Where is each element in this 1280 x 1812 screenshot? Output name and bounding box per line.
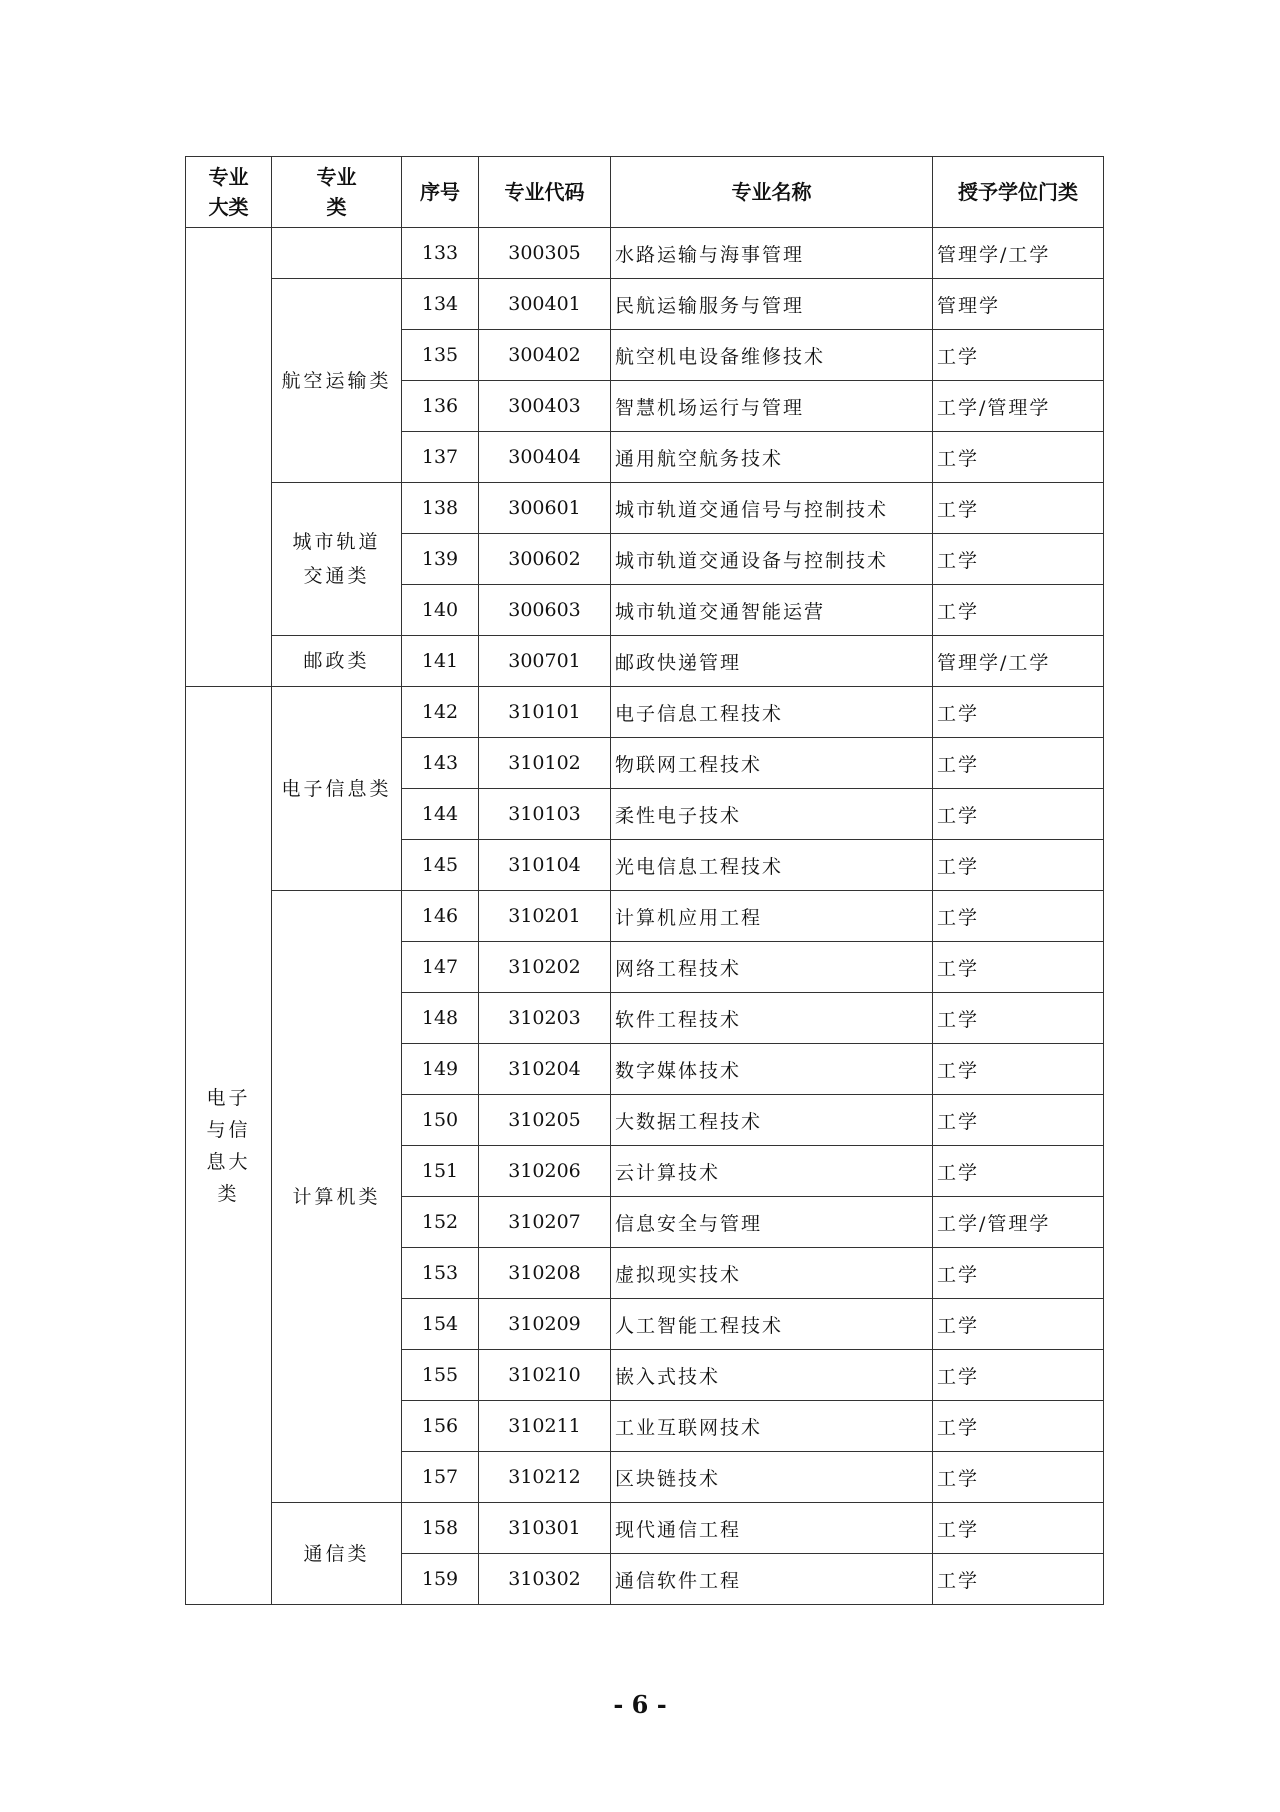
code-cell: 310209 xyxy=(479,1299,611,1350)
page-number: - 6 - xyxy=(613,1690,667,1719)
seq-cell: 140 xyxy=(402,585,479,636)
seq-cell: 134 xyxy=(402,279,479,330)
table-row xyxy=(186,636,1104,687)
major-name-cell: 城市轨道交通设备与控制技术 xyxy=(611,534,933,585)
code-cell: 300404 xyxy=(479,432,611,483)
degree-cell: 工学 xyxy=(933,330,1104,381)
major-name-cell: 城市轨道交通智能运营 xyxy=(611,585,933,636)
degree-cell: 工学 xyxy=(933,1095,1104,1146)
seq-cell: 137 xyxy=(402,432,479,483)
category-cell xyxy=(272,1503,402,1605)
seq-cell: 141 xyxy=(402,636,479,687)
header-category: 专业类 xyxy=(272,157,402,228)
degree-cell: 工学 xyxy=(933,1248,1104,1299)
major-name-cell: 网络工程技术 xyxy=(611,942,933,993)
code-cell: 310104 xyxy=(479,840,611,891)
degree-cell: 工学 xyxy=(933,1146,1104,1197)
code-cell: 310101 xyxy=(479,687,611,738)
degree-cell: 工学 xyxy=(933,891,1104,942)
big-category-label: 电子与信息大类 xyxy=(206,1086,251,1205)
major-name-cell: 水路运输与海事管理 xyxy=(611,228,933,279)
degree-cell: 工学 xyxy=(933,1350,1104,1401)
table-row xyxy=(186,483,1104,534)
category-label: 城市轨道交通类 xyxy=(292,531,381,587)
degree-cell: 工学 xyxy=(933,585,1104,636)
seq-cell: 149 xyxy=(402,1044,479,1095)
code-cell: 300602 xyxy=(479,534,611,585)
header-seq: 序号 xyxy=(402,157,479,228)
major-name-cell: 计算机应用工程 xyxy=(611,891,933,942)
major-name-cell: 光电信息工程技术 xyxy=(611,840,933,891)
table-row xyxy=(186,228,1104,279)
degree-cell: 工学 xyxy=(933,1503,1104,1554)
major-name-cell: 电子信息工程技术 xyxy=(611,687,933,738)
code-cell: 310212 xyxy=(479,1452,611,1503)
major-name-cell: 物联网工程技术 xyxy=(611,738,933,789)
major-name-cell: 软件工程技术 xyxy=(611,993,933,1044)
table-row xyxy=(186,279,1104,330)
seq-cell: 145 xyxy=(402,840,479,891)
seq-cell: 139 xyxy=(402,534,479,585)
majors-table xyxy=(185,156,1104,1605)
degree-cell: 工学 xyxy=(933,1554,1104,1605)
degree-cell: 工学 xyxy=(933,483,1104,534)
category-cell xyxy=(272,279,402,483)
code-cell: 310103 xyxy=(479,789,611,840)
code-cell: 300403 xyxy=(479,381,611,432)
seq-cell: 136 xyxy=(402,381,479,432)
code-cell: 300601 xyxy=(479,483,611,534)
seq-cell: 135 xyxy=(402,330,479,381)
category-cell xyxy=(272,687,402,891)
seq-cell: 150 xyxy=(402,1095,479,1146)
seq-cell: 151 xyxy=(402,1146,479,1197)
major-name-cell: 邮政快递管理 xyxy=(611,636,933,687)
code-cell: 300401 xyxy=(479,279,611,330)
category-cell xyxy=(272,228,402,279)
major-name-cell: 嵌入式技术 xyxy=(611,1350,933,1401)
degree-cell: 工学 xyxy=(933,687,1104,738)
degree-cell: 工学 xyxy=(933,432,1104,483)
major-name-cell: 通信软件工程 xyxy=(611,1554,933,1605)
table-row xyxy=(186,1503,1104,1554)
degree-cell: 管理学/工学 xyxy=(933,636,1104,687)
code-cell: 310201 xyxy=(479,891,611,942)
major-name-cell: 大数据工程技术 xyxy=(611,1095,933,1146)
seq-cell: 142 xyxy=(402,687,479,738)
degree-cell: 工学 xyxy=(933,840,1104,891)
seq-cell: 144 xyxy=(402,789,479,840)
major-name-cell: 区块链技术 xyxy=(611,1452,933,1503)
seq-cell: 156 xyxy=(402,1401,479,1452)
degree-cell: 工学 xyxy=(933,534,1104,585)
degree-cell: 工学 xyxy=(933,1299,1104,1350)
header-name: 专业名称 xyxy=(611,157,933,228)
code-cell: 310202 xyxy=(479,942,611,993)
major-name-cell: 柔性电子技术 xyxy=(611,789,933,840)
category-label: 邮政类 xyxy=(303,650,370,672)
seq-cell: 138 xyxy=(402,483,479,534)
major-name-cell: 云计算技术 xyxy=(611,1146,933,1197)
category-label: 计算机类 xyxy=(292,1185,381,1208)
code-cell: 310211 xyxy=(479,1401,611,1452)
seq-cell: 147 xyxy=(402,942,479,993)
seq-cell: 153 xyxy=(402,1248,479,1299)
seq-cell: 155 xyxy=(402,1350,479,1401)
header-code: 专业代码 xyxy=(479,157,611,228)
seq-cell: 133 xyxy=(402,228,479,279)
major-name-cell: 人工智能工程技术 xyxy=(611,1299,933,1350)
code-cell: 310301 xyxy=(479,1503,611,1554)
degree-cell: 工学 xyxy=(933,1452,1104,1503)
header-big-category: 专业大类 xyxy=(186,157,272,228)
code-cell: 310207 xyxy=(479,1197,611,1248)
code-cell: 310206 xyxy=(479,1146,611,1197)
degree-cell: 管理学 xyxy=(933,279,1104,330)
code-cell: 310205 xyxy=(479,1095,611,1146)
header-row xyxy=(186,157,1104,228)
seq-cell: 152 xyxy=(402,1197,479,1248)
seq-cell: 157 xyxy=(402,1452,479,1503)
category-label: 电子信息类 xyxy=(281,777,392,800)
category-cell xyxy=(272,636,402,687)
table-body xyxy=(186,228,1104,1605)
table-row xyxy=(186,891,1104,942)
major-name-cell: 民航运输服务与管理 xyxy=(611,279,933,330)
major-name-cell: 现代通信工程 xyxy=(611,1503,933,1554)
major-name-cell: 通用航空航务技术 xyxy=(611,432,933,483)
code-cell: 300305 xyxy=(479,228,611,279)
category-cell xyxy=(272,891,402,1503)
seq-cell: 148 xyxy=(402,993,479,1044)
code-cell: 300701 xyxy=(479,636,611,687)
category-label: 通信类 xyxy=(303,1542,370,1565)
degree-cell: 工学 xyxy=(933,738,1104,789)
degree-cell: 管理学/工学 xyxy=(933,228,1104,279)
category-cell xyxy=(272,483,402,636)
major-name-cell: 虚拟现实技术 xyxy=(611,1248,933,1299)
code-cell: 310203 xyxy=(479,993,611,1044)
seq-cell: 146 xyxy=(402,891,479,942)
seq-cell: 159 xyxy=(402,1554,479,1605)
code-cell: 300603 xyxy=(479,585,611,636)
major-name-cell: 航空机电设备维修技术 xyxy=(611,330,933,381)
major-name-cell: 信息安全与管理 xyxy=(611,1197,933,1248)
major-name-cell: 智慧机场运行与管理 xyxy=(611,381,933,432)
header-degree: 授予学位门类 xyxy=(933,157,1104,228)
category-label: 航空运输类 xyxy=(281,369,392,392)
degree-cell: 工学 xyxy=(933,942,1104,993)
big-category-cell xyxy=(186,228,272,687)
degree-cell: 工学 xyxy=(933,993,1104,1044)
seq-cell: 154 xyxy=(402,1299,479,1350)
degree-cell: 工学 xyxy=(933,1044,1104,1095)
code-cell: 310204 xyxy=(479,1044,611,1095)
seq-cell: 158 xyxy=(402,1503,479,1554)
big-category-cell xyxy=(186,687,272,1605)
code-cell: 310210 xyxy=(479,1350,611,1401)
seq-cell: 143 xyxy=(402,738,479,789)
major-name-cell: 数字媒体技术 xyxy=(611,1044,933,1095)
degree-cell: 工学/管理学 xyxy=(933,381,1104,432)
major-name-cell: 工业互联网技术 xyxy=(611,1401,933,1452)
degree-cell: 工学 xyxy=(933,789,1104,840)
code-cell: 310208 xyxy=(479,1248,611,1299)
major-name-cell: 城市轨道交通信号与控制技术 xyxy=(611,483,933,534)
code-cell: 310302 xyxy=(479,1554,611,1605)
code-cell: 300402 xyxy=(479,330,611,381)
table-row xyxy=(186,687,1104,738)
degree-cell: 工学/管理学 xyxy=(933,1197,1104,1248)
degree-cell: 工学 xyxy=(933,1401,1104,1452)
code-cell: 310102 xyxy=(479,738,611,789)
